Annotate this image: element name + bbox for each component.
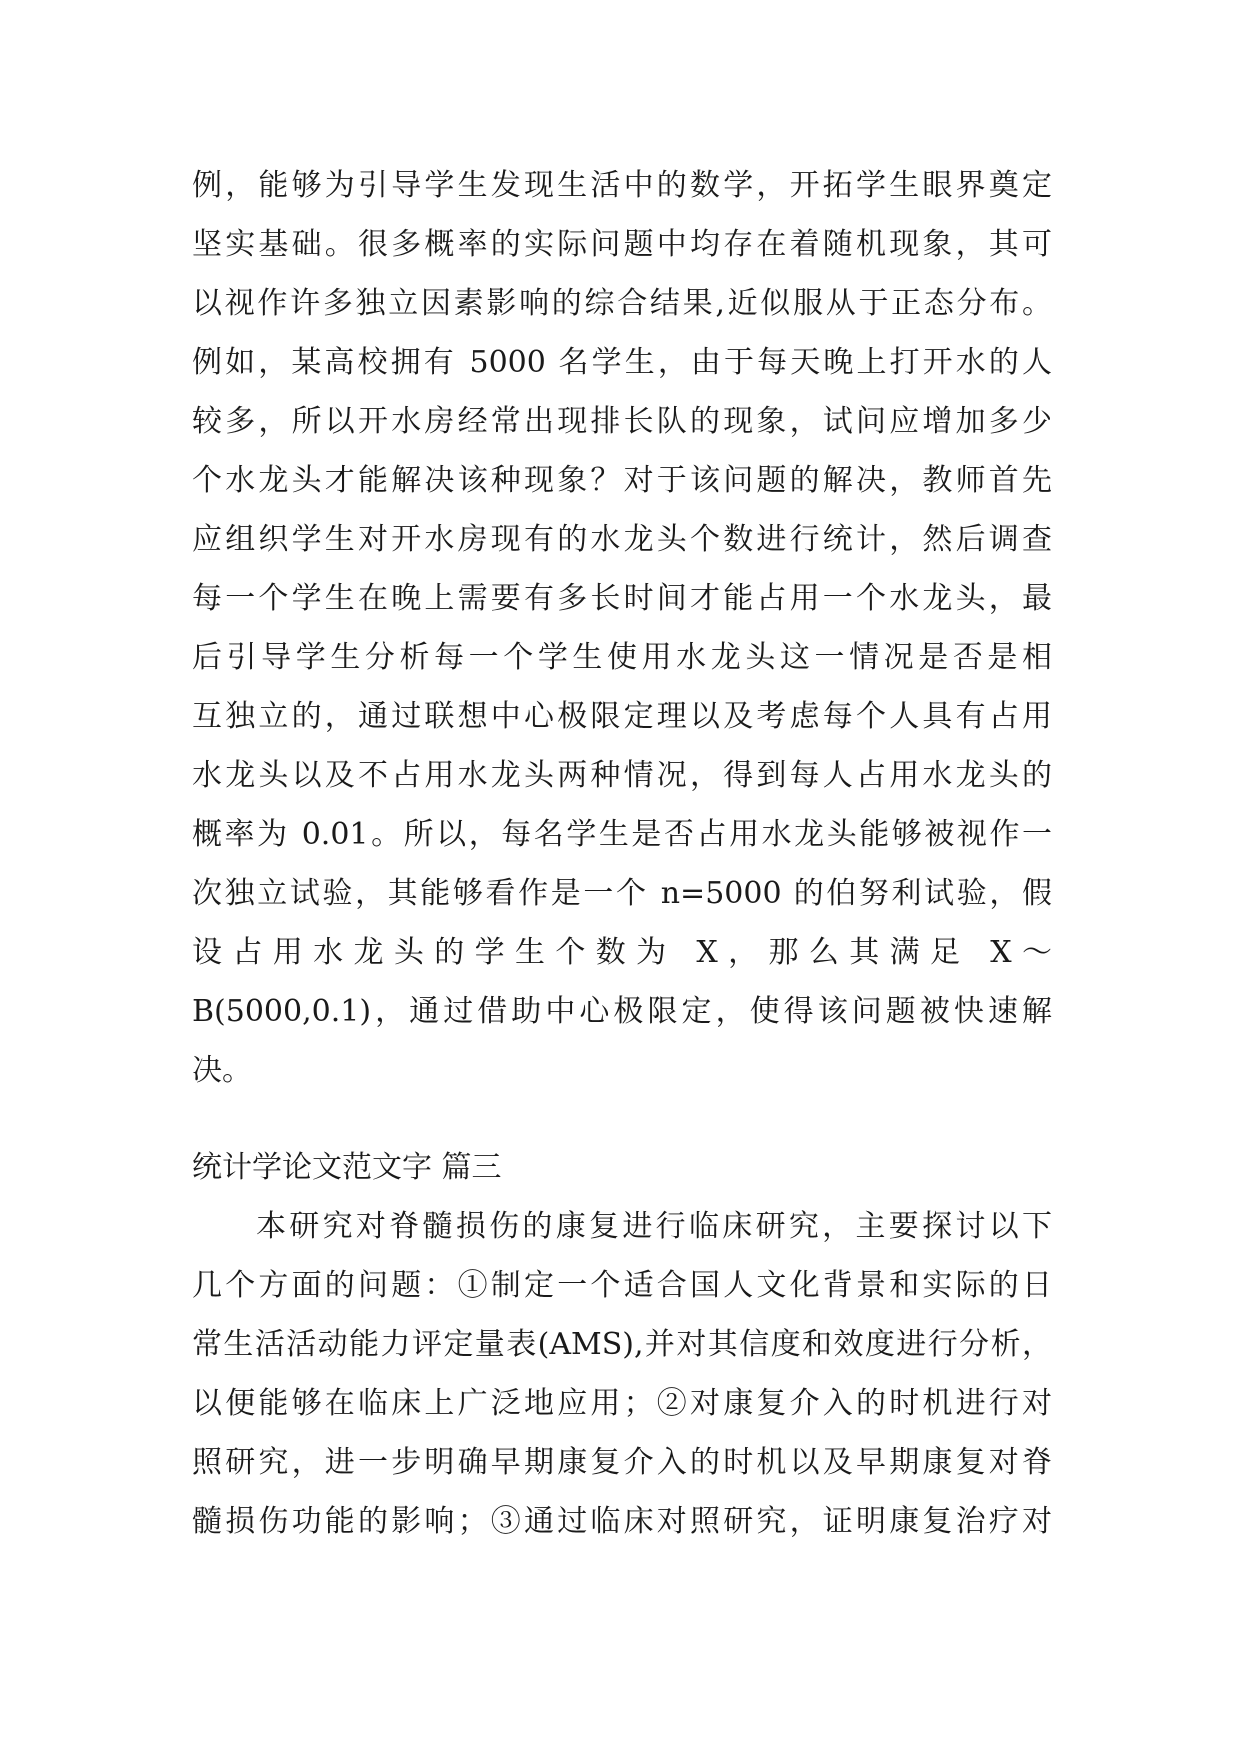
text-line: 髓损伤功能的影响；③通过临床对照研究，证明康复治疗对 [192,1504,1052,1539]
text-line: 应组织学生对开水房现有的水龙头个数进行统计，然后调查 [192,522,1052,557]
text-line: 设占用水龙头的学生个数为 X，那么其满足 X～ [192,935,1052,970]
text-line: 以视作许多独立因素影响的综合结果,近似服从于正态分布。 [192,286,1052,321]
text-line: 以便能够在临床上广泛地应用；②对康复介入的时机进行对 [192,1386,1052,1421]
text-line: 水龙头以及不占用水龙头两种情况，得到每人占用水龙头的 [192,758,1052,793]
text-line: 常生活活动能力评定量表(AMS),并对其信度和效度进行分析， [192,1327,1052,1362]
section-heading: 统计学论文范文字 篇三 [192,1150,502,1185]
text-line: 本研究对脊髓损伤的康复进行临床研究，主要探讨以下 [256,1209,1052,1244]
text-line: 个水龙头才能解决该种现象？对于该问题的解决，教师首先 [192,463,1052,498]
text-line: B(5000,0.1)，通过借助中心极限定，使得该问题被快速解 [192,994,1052,1029]
text-line: 决。 [192,1053,252,1088]
text-line: 后引导学生分析每一个学生使用水龙头这一情况是否是相 [192,640,1052,675]
text-line: 每一个学生在晚上需要有多长时间才能占用一个水龙头，最 [192,581,1052,616]
text-line: 例，能够为引导学生发现生活中的数学，开拓学生眼界奠定 [192,168,1052,203]
body-paragraph-2 [192,1197,1052,1551]
text-line: 例如，某高校拥有 5000 名学生，由于每天晚上打开水的人 [192,345,1052,380]
text-line: 概率为 0.01。所以，每名学生是否占用水龙头能够被视作一 [192,817,1052,852]
body-paragraph-1 [192,156,1052,1100]
text-line: 互独立的，通过联想中心极限定理以及考虑每个人具有占用 [192,699,1052,734]
text-line: 照研究，进一步明确早期康复介入的时机以及早期康复对脊 [192,1445,1052,1480]
text-line: 较多，所以开水房经常出现排长队的现象，试问应增加多少 [192,404,1052,439]
text-line: 几个方面的问题：①制定一个适合国人文化背景和实际的日 [192,1268,1052,1303]
text-line: 次独立试验，其能够看作是一个 n=5000 的伯努利试验，假 [192,876,1052,911]
text-line: 坚实基础。很多概率的实际问题中均存在着随机现象，其可 [192,227,1052,262]
